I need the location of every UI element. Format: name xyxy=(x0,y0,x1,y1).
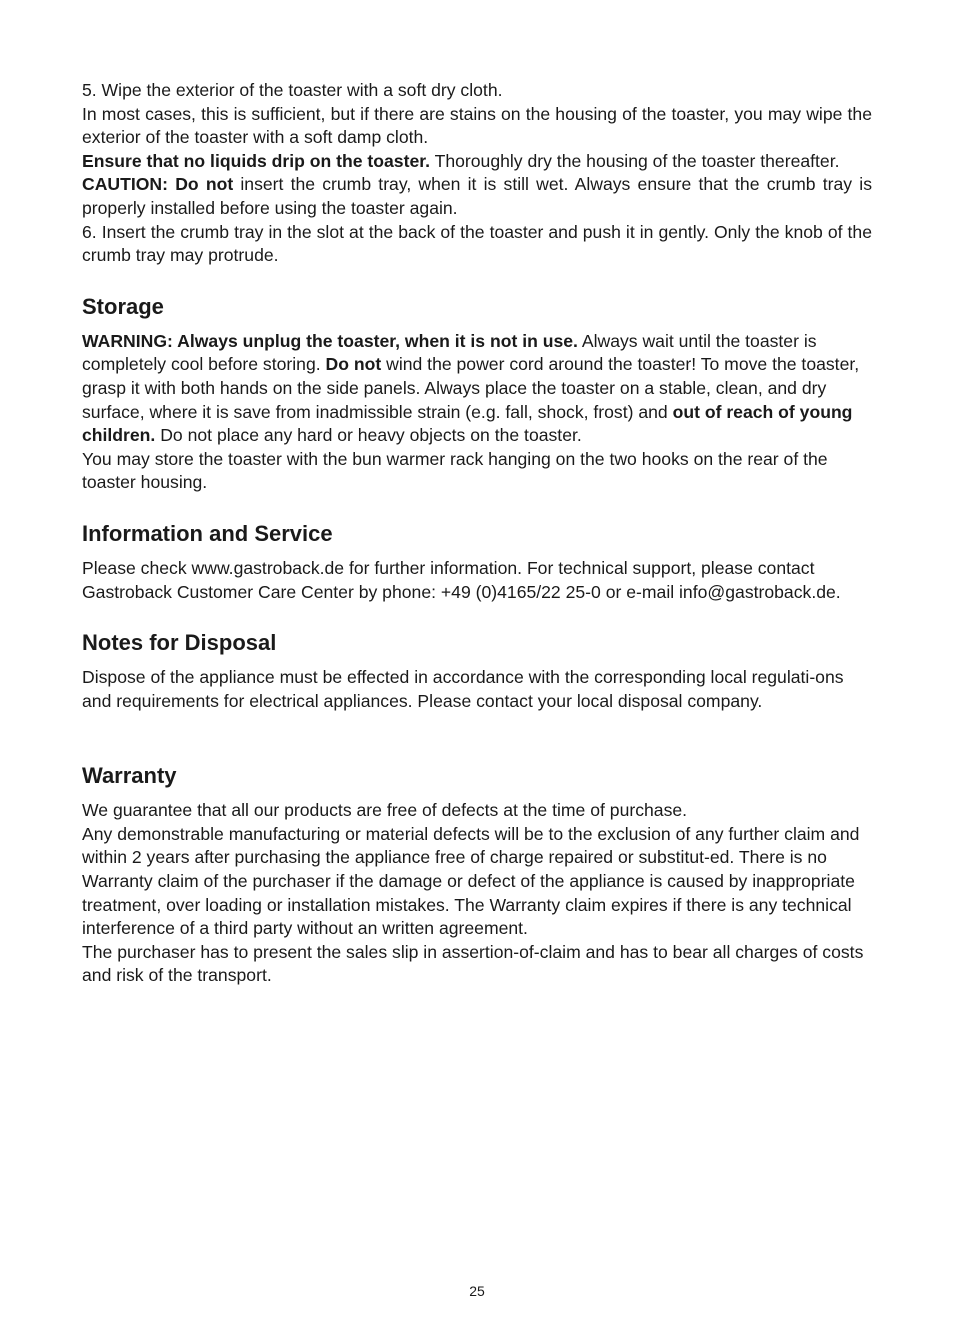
disposal-paragraph: Dispose of the appliance must be effected in accordance with the corresponding local regulati-ons and requirements for electrical appliances. Please contact your local disposal company. xyxy=(82,667,844,711)
disposal-heading: Notes for Disposal xyxy=(82,630,277,656)
storage-reach-bold: out of reach of young children. xyxy=(82,401,853,446)
warranty-paragraph-2: Any demonstrable manufacturing or material defects will be to the exclusion of any further claim and within 2 years after purchasing the appliance free of charge repaired or substitut-ed. There is no Warranty claim of the purchaser if the damage or defect of the appliance is caused by inappropriate treatment, over loading or installation mistakes. The Warranty claim expires if there is any technical interference of a third party without an written agreement. xyxy=(82,823,860,939)
info-heading: Information and Service xyxy=(82,520,333,546)
storage-section xyxy=(82,330,872,495)
warranty-paragraph-3: The purchaser has to present the sales slip in assertion-of-claim and has to bear all charges of costs and risk of the transport. xyxy=(82,941,864,986)
warranty-paragraph-1: We guarantee that all our products are free of defects at the time of purchase. xyxy=(82,800,688,821)
caution-bold-text: CAUTION: Do not xyxy=(82,174,234,195)
ensure-bold-text: Ensure that no liquids drip on the toaster. xyxy=(82,150,430,171)
storage-text-2: wind the power cord around the toaster! To move the toaster, grasp it with both hands on the side panels. Always place the toaster on a stable, clean, and dry surface, where it is save from inadmissible strain (e.g. fall, shock, frost) and xyxy=(82,354,860,422)
storage-paragraph xyxy=(82,330,872,448)
cleaning-section xyxy=(82,79,872,268)
storage-heading: Storage xyxy=(82,293,164,319)
storage-text-3: Do not place any hard or heavy objects on the toaster. xyxy=(155,425,582,446)
warranty-section xyxy=(82,799,872,988)
warranty-heading: Warranty xyxy=(82,763,177,789)
ensure-paragraph xyxy=(82,150,872,174)
info-paragraph: Please check www.gastroback.de for further information. For technical support, please contact Gastroback Customer Care Center by phone: +49 (0)4165/22 25-0 or e-mail info@gastroback.de. xyxy=(82,557,841,602)
step-5-text: 5. Wipe the exterior of the toaster with a soft dry cloth. xyxy=(82,80,503,100)
storage-warning-bold: WARNING: Always unplug the toaster, when it is not in use. xyxy=(82,330,578,351)
storage-text-1: Always wait until the toaster is completely cool before storing. xyxy=(82,330,817,375)
stain-paragraph: In most cases, this is sufficient, but if there are stains on the housing of the toaster, you may wipe the exterior of the toaster with a soft damp cloth. xyxy=(82,103,872,148)
storage-donot-bold: Do not xyxy=(325,354,382,375)
document-page xyxy=(82,79,872,988)
step-6-text: 6. Insert the crumb tray in the slot at the back of the toaster and push it in gently. Only the knob of the crumb tray may protrude. xyxy=(82,221,872,266)
page-number: 25 xyxy=(469,1283,485,1299)
ensure-text: Thoroughly dry the housing of the toaster thereafter. xyxy=(430,150,840,171)
caution-text: insert the crumb tray, when it is still wet. Always ensure that the crumb tray is properly installed before using the toaster again. xyxy=(82,174,872,218)
storage-paragraph-2: You may store the toaster with the bun warmer rack hanging on the two hooks on the rear of the toaster housing. xyxy=(82,448,828,493)
caution-paragraph xyxy=(82,173,872,220)
